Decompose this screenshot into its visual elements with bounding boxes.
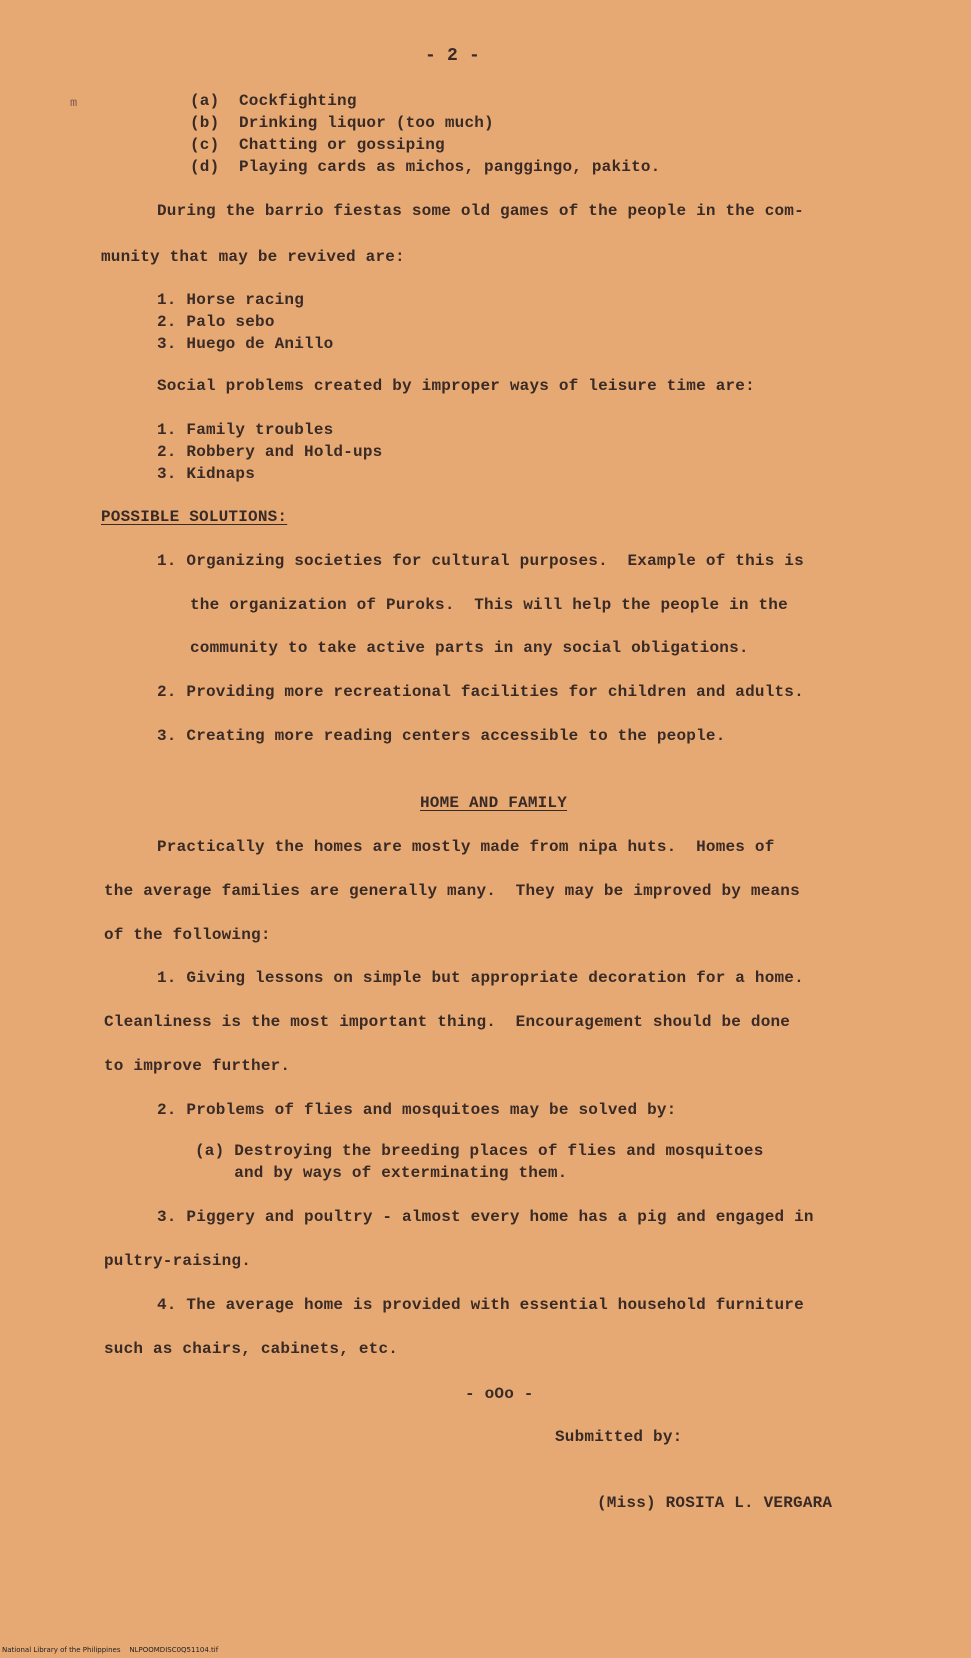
submitted-by: Submitted by: [555,1428,683,1446]
margin-mark: m [70,96,78,110]
sub-item: and by ways of exterminating them. [195,1164,568,1182]
paragraph-line: Cleanliness is the most important thing. Encouragement should be done [104,1013,791,1031]
list-item: 3. Kidnaps [157,465,256,483]
solution-line: community to take active parts in any social obligations. [190,639,749,657]
paragraph-line: pultry-raising. [104,1252,252,1270]
paragraph-line: Practically the homes are mostly made from nipa huts. Homes of [157,838,775,856]
paragraph-line: 1. Giving lessons on simple but appropriate decoration for a home. [157,969,804,987]
paragraph-line: 2. Problems of flies and mosquitoes may be solved by: [157,1101,677,1119]
paragraph-line: 4. The average home is provided with essential household furniture [157,1296,804,1314]
paragraph-line: 3. Piggery and poultry - almost every home has a pig and engaged in [157,1208,814,1226]
section-heading: HOME AND FAMILY [420,794,568,812]
paragraph-line: of the following: [104,926,271,944]
list-item: 1. Horse racing [157,291,305,309]
archive-footer: National Library of the Philippines NLPOOMDISC0Q51104.tif [2,1646,219,1654]
solution-line: 3. Creating more reading centers accessible to the people. [157,727,726,745]
paragraph-line: the average families are generally many. They may be improved by means [104,882,800,900]
solution-line: the organization of Puroks. This will help the people in the [190,596,788,614]
paragraph-line: During the barrio fiestas some old games of the people in the com- [157,202,804,220]
paragraph-line: to improve further. [104,1057,291,1075]
solution-line: 1. Organizing societies for cultural purposes. Example of this is [157,552,804,570]
list-item: 3. Huego de Anillo [157,335,334,353]
paragraph-line: munity that may be revived are: [101,248,405,266]
list-item: (a) Cockfighting [190,92,357,110]
list-item: 2. Robbery and Hold-ups [157,443,383,461]
paragraph-line: Social problems created by improper ways of leisure time are: [157,377,755,395]
section-heading: POSSIBLE SOLUTIONS: [101,508,288,526]
list-item: 1. Family troubles [157,421,334,439]
sub-item: (a) Destroying the breeding places of flies and mosquitoes [195,1142,764,1160]
separator: - oOo - [465,1385,534,1403]
list-item: (d) Playing cards as michos, panggingo, pakito. [190,158,661,176]
list-item: 2. Palo sebo [157,313,275,331]
solution-line: 2. Providing more recreational facilities for children and adults. [157,683,804,701]
paragraph-line: such as chairs, cabinets, etc. [104,1340,399,1358]
list-item: (c) Chatting or gossiping [190,136,445,154]
list-item: (b) Drinking liquor (too much) [190,114,494,132]
page-number: - 2 - [425,46,481,66]
signatory: (Miss) ROSITA L. VERGARA [597,1494,833,1512]
